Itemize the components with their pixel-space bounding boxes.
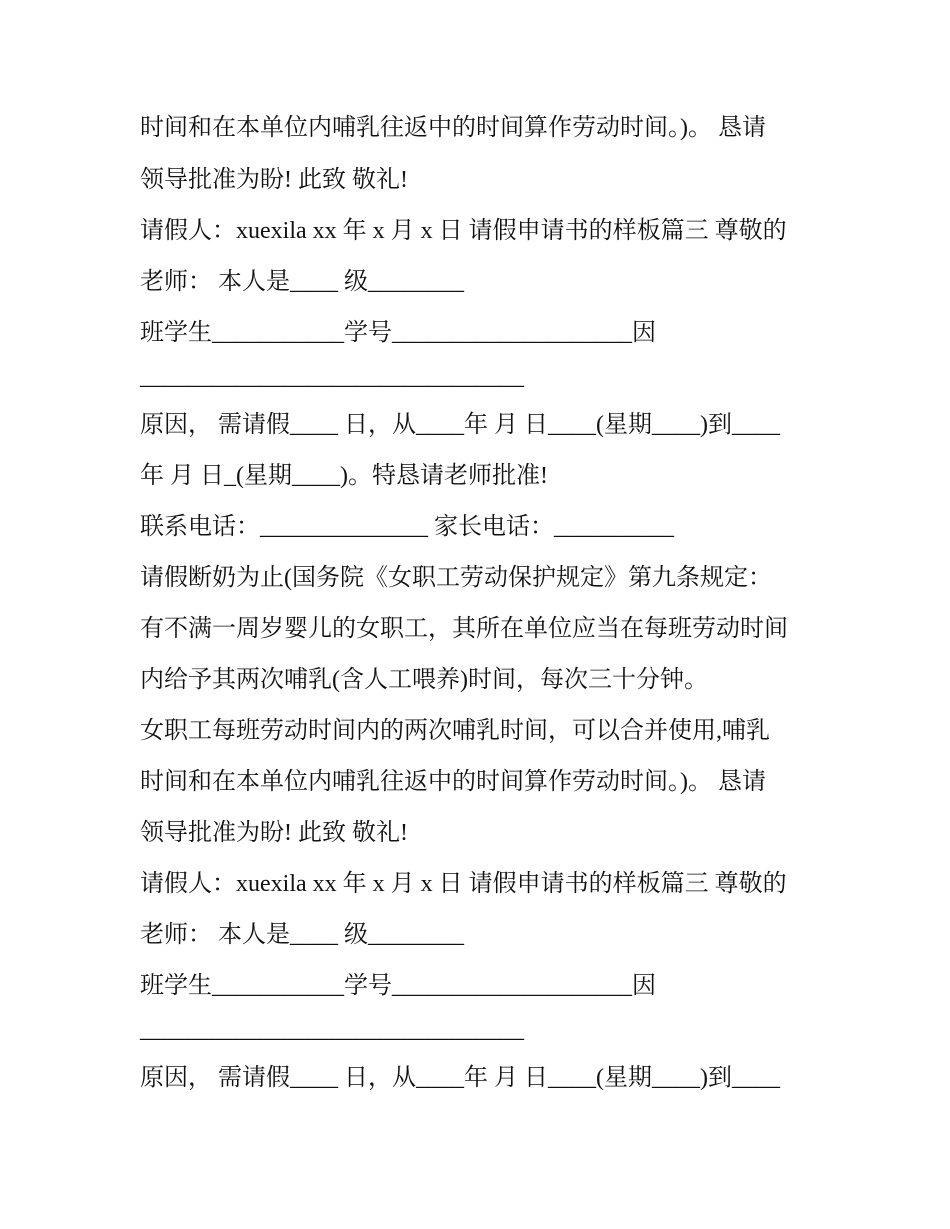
text-line: 联系电话：______________ 家长电话：__________ [140, 514, 674, 540]
text-line: 请假人：xuexila xx 年 x 月 x 日 请假申请书的样板篇三 尊敬的 [140, 871, 787, 897]
blank-line: ________________________________ [140, 364, 524, 390]
text-line: 领导批准为盼! 此致 敬礼! [140, 820, 408, 846]
blank-line: ________________________________ [140, 1017, 524, 1043]
text-line: 班学生___________学号____________________因 [140, 320, 656, 346]
text-line: 请假断奶为止(国务院《女职工劳动保护规定》第九条规定： [140, 565, 772, 591]
text-line: 原因， 需请假____ 日，从____年 月 日____(星期____)到____ [140, 1065, 780, 1091]
text-line: 原因， 需请假____ 日，从____年 月 日____(星期____)到____ [140, 412, 780, 438]
text-line: 请假人：xuexila xx 年 x 月 x 日 请假申请书的样板篇三 尊敬的 [140, 218, 787, 244]
text-line: 老师： 本人是____ 级________ [140, 269, 464, 295]
text-line: 时间和在本单位内哺乳往返中的时间算作劳动时间。)。 恳请 [140, 115, 766, 141]
text-line: 内给予其两次哺乳(含人工喂养)时间，每次三十分钟。 [140, 667, 708, 693]
text-line: 班学生___________学号____________________因 [140, 973, 656, 999]
text-line: 女职工每班劳动时间内的两次哺乳时间，可以合并使用,哺乳 [140, 718, 770, 744]
text-line: 有不满一周岁婴儿的女职工，其所在单位应当在每班劳动时间 [140, 616, 788, 642]
text-line: 年 月 日_(星期____)。特恳请老师批准! [140, 463, 548, 489]
text-line: 老师： 本人是____ 级________ [140, 922, 464, 948]
text-line: 时间和在本单位内哺乳往返中的时间算作劳动时间。)。 恳请 [140, 769, 766, 795]
text-line: 领导批准为盼! 此致 敬礼! [140, 167, 408, 193]
